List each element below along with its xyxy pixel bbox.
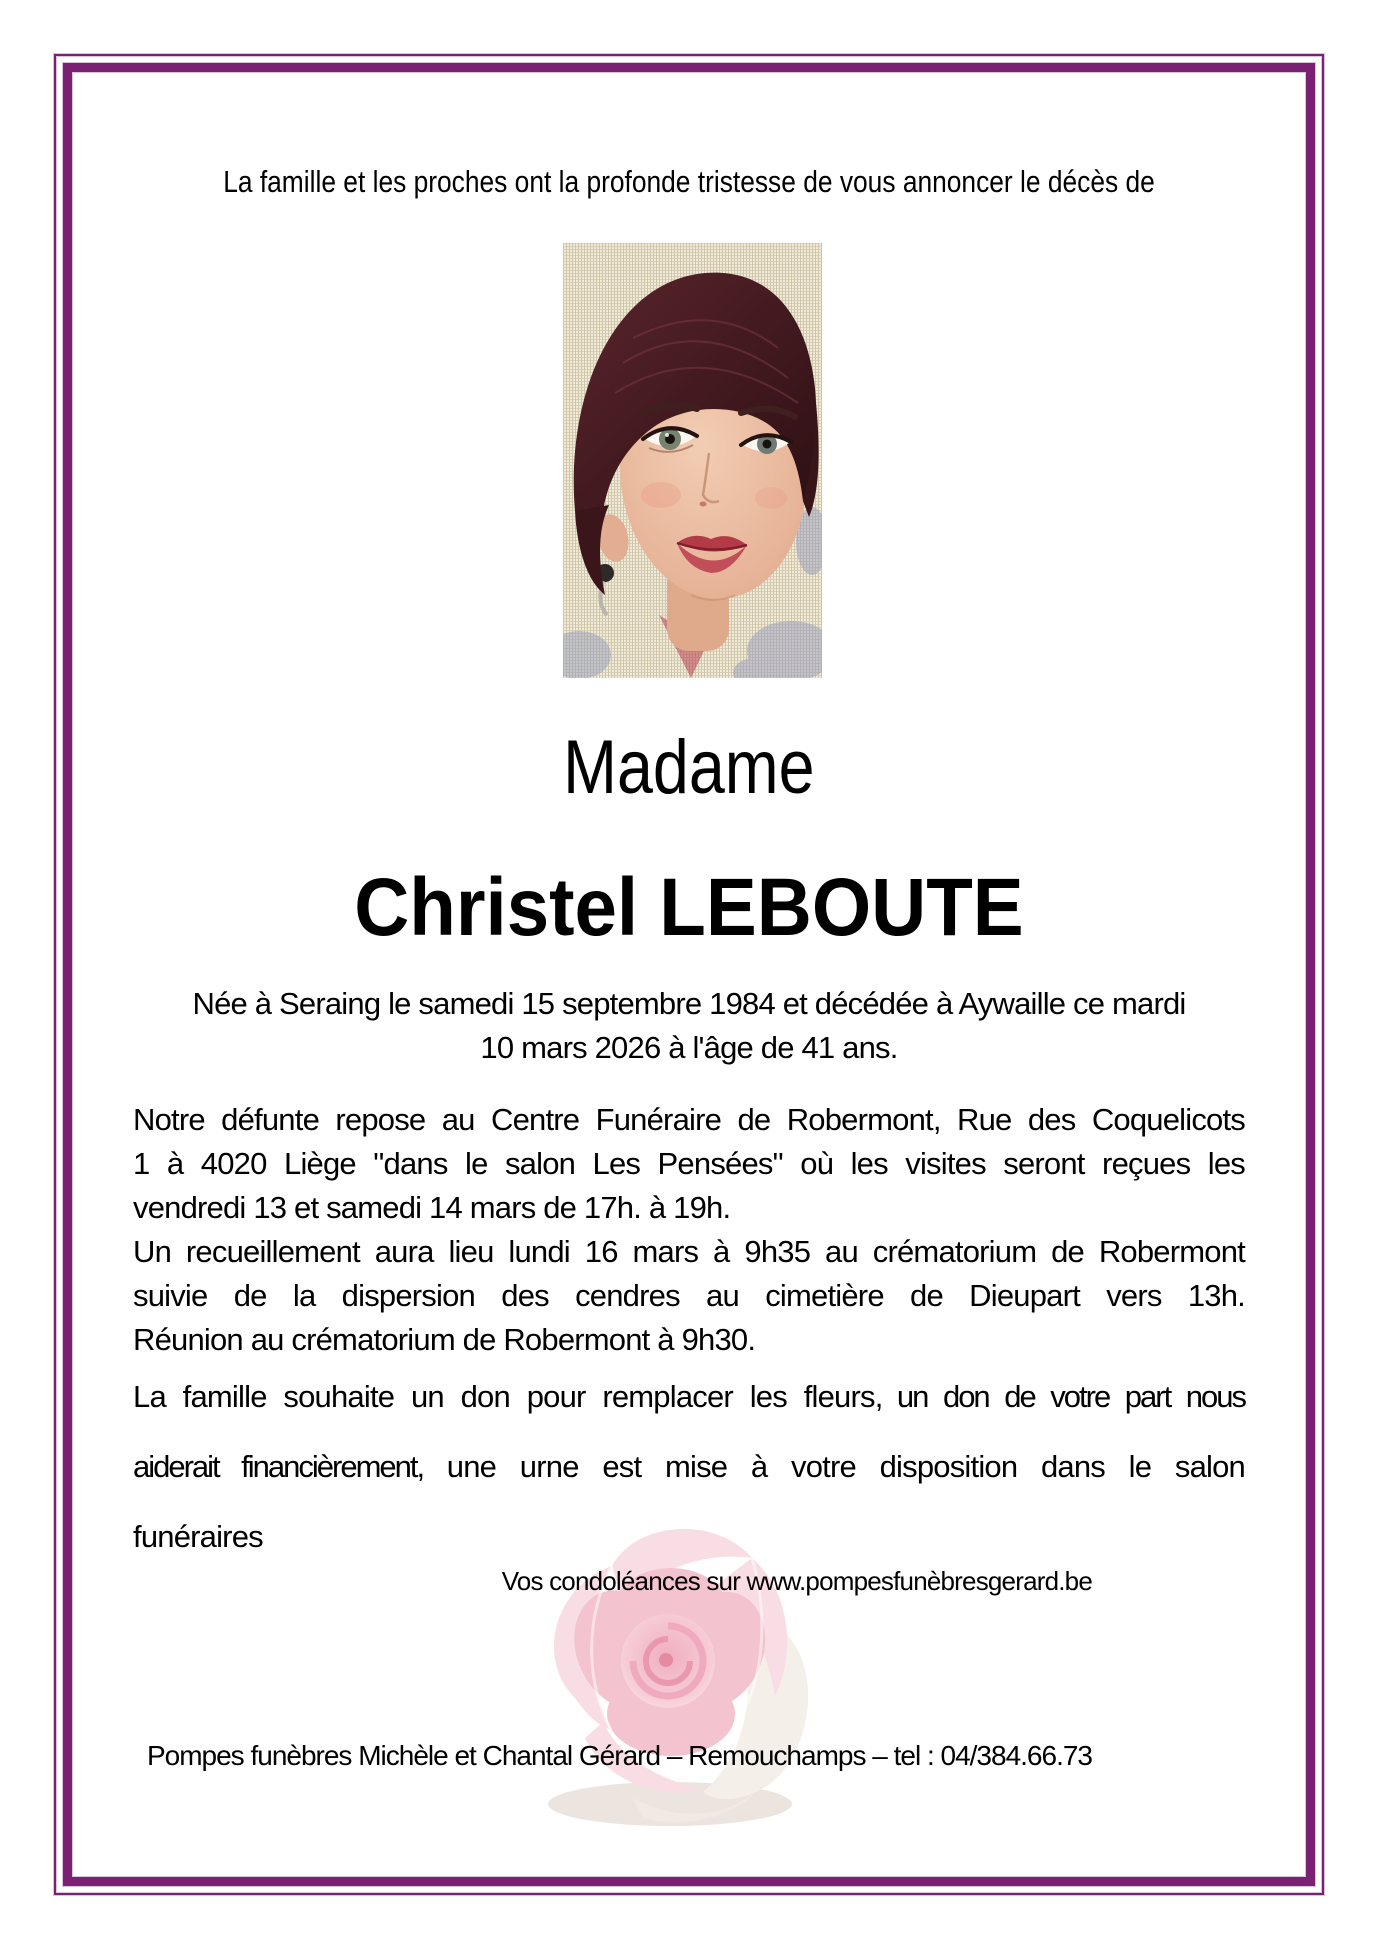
donation-line2-part2: une urne est mise à votre disposition dans le salon (423, 1449, 1245, 1484)
repose-line3: vendredi 13 et samedi 14 mars de 17h. à 19h. (133, 1190, 731, 1225)
announcement-text: La famille et les proches ont la profonde tristesse de vous annoncer le décès de (223, 164, 1155, 199)
donation-line1 (133, 1362, 1245, 1432)
announcement-line (72, 162, 1306, 202)
birth-death-line1: Née à Seraing le samedi 15 septembre 1984 et décédée à Aywaille ce mardi (192, 986, 1186, 1021)
deceased-name-text: Christel LEBOUTE (354, 862, 1024, 953)
birth-death-paragraph (133, 982, 1245, 1070)
condolences-line: Vos condoléances sur www.pompesfunèbresgerard.be (501, 1566, 1092, 1596)
ceremony-line3: Réunion au crématorium de Robermont à 9h30. (133, 1322, 756, 1357)
repose-line2: 1 à 4020 Liège "dans le salon Les Pensées" où les visites seront reçues les (133, 1146, 1245, 1181)
left-cheek-blush (641, 482, 681, 508)
donation-line3 (133, 1502, 1245, 1572)
donation-paragraph (133, 1362, 1245, 1572)
donation-line1-part2: , un don de votre part nous (874, 1379, 1245, 1414)
ceremony-paragraph (133, 1230, 1245, 1362)
repose-paragraph (133, 1098, 1245, 1230)
portrait-illustration (563, 243, 822, 678)
donation-line1-part1: La famille souhaite un don pour remplacer les fleurs (133, 1379, 875, 1414)
ceremony-line1: Un recueillement aura lieu lundi 16 mars à 9h35 au crématorium de Robermont (133, 1234, 1245, 1269)
portrait-photo (563, 243, 822, 678)
birth-death-line2: 10 mars 2026 à l'âge de 41 ans. (480, 1030, 898, 1065)
donation-line2-part1: aiderait financièrement, (133, 1449, 424, 1484)
deceased-name (72, 862, 1306, 954)
ceremony-line2: suivie de la dispersion des cendres au cimetière de Dieupart vers 13h. (133, 1278, 1245, 1313)
repose-line1: Notre défunte repose au Centre Funéraire de Robermont, Rue des Coquelicots (133, 1102, 1245, 1137)
donation-line3-text: funéraires (133, 1519, 263, 1554)
donation-line2 (133, 1432, 1245, 1502)
nostril (700, 502, 707, 507)
title-madame (72, 726, 1306, 810)
right-cheek-blush (755, 487, 787, 509)
title-text: Madame (563, 725, 815, 810)
funeral-home-footer: Pompes funèbres Michèle et Chantal Gérard – Remouchamps – tel : 04/384.66.73 (146, 1740, 1092, 1771)
